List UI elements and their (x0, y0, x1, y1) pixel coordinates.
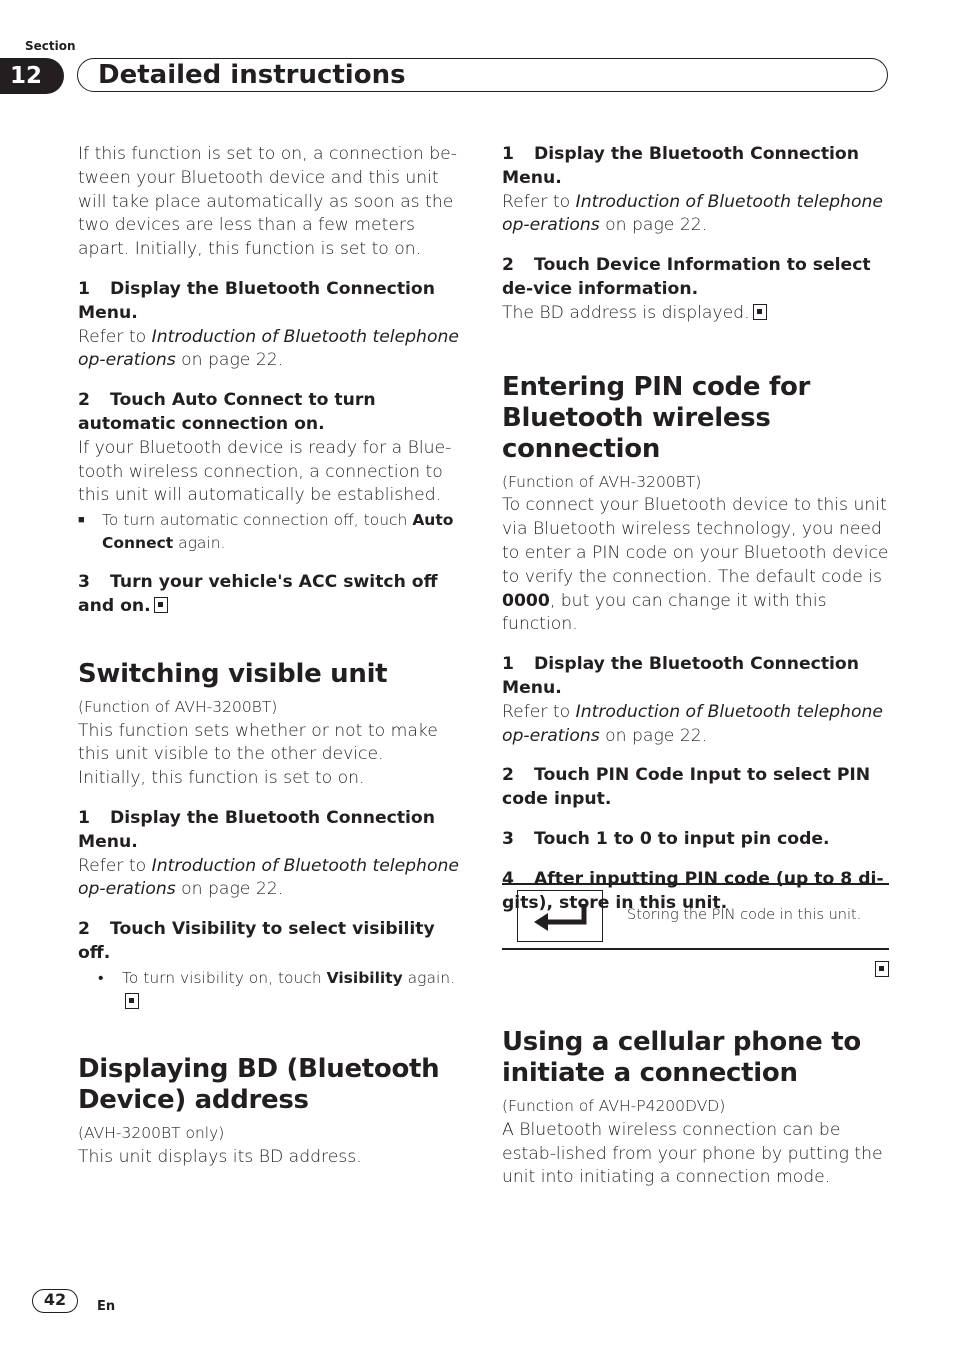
auto-connect-note: ■ To turn automatic connection off, touch Auto Connect again. (78, 508, 466, 555)
visible-step-1: 1 Display the Bluetooth Connection Menu. (78, 807, 435, 852)
switching-visible-heading: Switching visible unit (78, 658, 388, 689)
left-column (78, 143, 466, 1169)
pin-step-1-ref: Refer to Introduction of Bluetooth telephone op-erations on page 22. (502, 701, 883, 746)
page-number: 42 (43, 1290, 67, 1309)
auto-step-2: 2 Touch Auto Connect to turn automatic connection on. (78, 390, 376, 434)
cellular-heading: Using a cellular phone to initiate a connection (502, 1027, 861, 1088)
pin-store-table (502, 883, 889, 950)
bd-only-note: (AVH-3200BT only) (78, 1123, 225, 1142)
bd-step-2: 2 Touch Device Information to select de-vice information. (502, 255, 871, 299)
end-mark-icon (154, 597, 168, 613)
bd-step-1-ref: Refer to Introduction of Bluetooth telephone op-erations on page 22. (502, 191, 883, 236)
auto-connect-intro: If this function is set to on, a connection be-tween your Bluetooth device and this unit will take place automatically as soon as the two devices are less than a few meters apart. Initially, this function is set to on. (78, 144, 457, 260)
end-mark-icon (125, 993, 139, 1009)
entering-pin-heading: Entering PIN code for Bluetooth wireless connection (502, 371, 811, 464)
pin-step-3: 3 Touch 1 to 0 to input pin code. (502, 828, 830, 849)
visible-initial: Initially, this function is set to on. (78, 768, 365, 789)
pin-body: To connect your Bluetooth device to this unit via Bluetooth wireless technology, you need to enter a PIN code on your Bluetooth device to verify the connection. The default code is 0000, but you can change it with this function. (502, 495, 889, 635)
pin-step-1: 1 Display the Bluetooth Connection Menu. (502, 654, 859, 698)
bd-step-1: 1 Display the Bluetooth Connection Menu. (502, 144, 859, 188)
bd-body: This unit displays its BD address. (78, 1146, 362, 1167)
right-column (502, 143, 890, 915)
section-title: Detailed instructions (98, 60, 406, 90)
right-column-lower (502, 1027, 890, 1190)
visible-step-1-ref: Refer to Introduction of Bluetooth telephone op-erations on page 22. (78, 855, 459, 900)
enter-button-illustration (517, 890, 603, 942)
visible-function-of: (Function of AVH-3200BT) (78, 697, 278, 716)
bd-step-2-body: The BD address is displayed. (502, 302, 890, 326)
cellular-function-of: (Function of AVH-P4200DVD) (502, 1097, 726, 1115)
end-mark-icon (875, 961, 889, 977)
auto-step-1: 1 Display the Bluetooth Connection Menu. (78, 278, 435, 323)
visible-step-2: 2 Touch Visibility to select visibility off. (78, 919, 435, 963)
section-label: Section (25, 39, 76, 53)
auto-step-3: 3 Turn your vehicle's ACC switch off and on. (78, 572, 438, 616)
pin-store-description: Storing the PIN code in this unit. (627, 907, 862, 923)
visible-body: This function sets whether or not to make this unit visible to the other device. (78, 720, 438, 765)
square-bullet-icon: ■ (78, 513, 85, 527)
enter-return-icon (518, 891, 602, 941)
dot-bullet-icon: • (98, 968, 104, 987)
pin-step-2: 2 Touch PIN Code Input to select PIN code input. (502, 765, 871, 810)
section-number-tab: 12 (0, 58, 64, 94)
auto-step-1-ref: Refer to Introduction of Bluetooth telephone op-erations on page 22. (78, 326, 459, 371)
cellular-body: A Bluetooth wireless connection can be estab-lished from your phone by putting the unit into initiating a connection mode. (502, 1119, 883, 1188)
visible-note: • To turn visibility on, touch Visibility again. (78, 966, 466, 1014)
auto-step-2-body: If your Bluetooth device is ready for a Blue-tooth wireless connection, a connection to this unit will automatically be established. (78, 437, 452, 506)
end-mark-icon (753, 304, 767, 320)
pin-function-of: (Function of AVH-3200BT) (502, 472, 702, 491)
pin-step-4: 4 After inputting PIN code (up to 8 di-gits), store in this unit. (502, 868, 884, 913)
displaying-bd-heading: Displaying BD (Bluetooth Device) address (78, 1053, 440, 1115)
language-code: En (97, 1299, 116, 1314)
